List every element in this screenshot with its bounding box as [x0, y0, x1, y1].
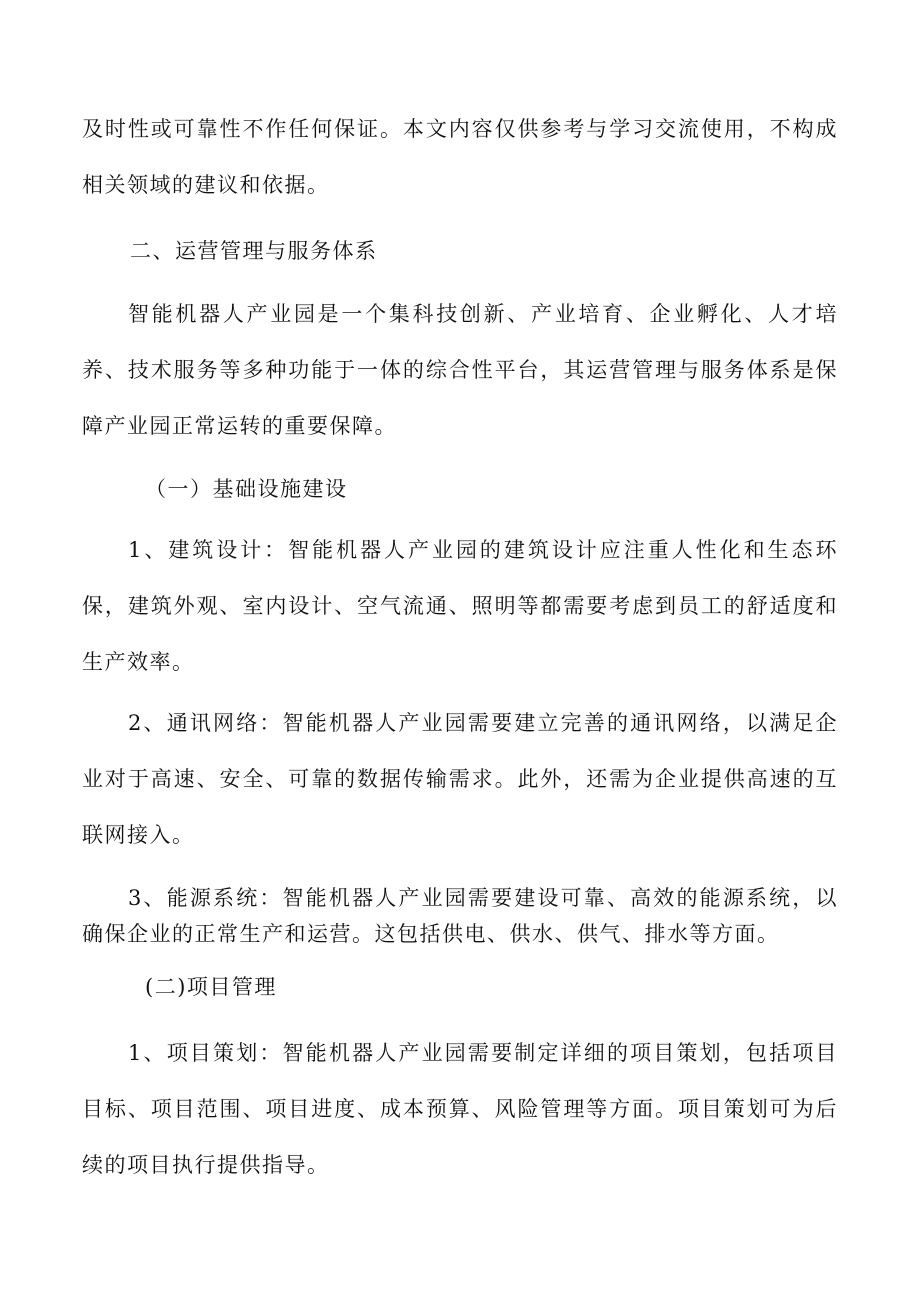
section-heading: 二、运营管理与服务体系 [130, 239, 378, 263]
section-intro-paragraph: 智能机器人产业园是一个集科技创新、产业培育、企业孵化、人才培养、技术服务等多种功能于一体的综合性平台，其运营管理与服务体系是保障产业园正常运转的重要保障。 [82, 302, 838, 438]
subsection-heading-project-management: (二)项目管理 [145, 975, 277, 999]
paragraph-communication-network: 2、通讯网络：智能机器人产业园需要建立完善的通讯网络，以满足企业对于高速、安全、可靠的数据传输需求。此外，还需为企业提供高速的互联网接入。 [82, 711, 838, 847]
intro-paragraph: 及时性或可靠性不作任何保证。本文内容仅供参考与学习交流使用，不构成相关领域的建议和依据。 [82, 117, 838, 197]
subsection-heading-infrastructure: （一）基础设施建设 [145, 477, 348, 501]
paragraph-architecture-design: 1、建筑设计：智能机器人产业园的建筑设计应注重人性化和生态环保，建筑外观、室内设计、空气流通、照明等都需要考虑到员工的舒适度和生产效率。 [82, 538, 838, 674]
paragraph-project-planning: 1、项目策划：智能机器人产业园需要制定详细的项目策划，包括项目目标、项目范围、项目进度、成本预算、风险管理等方面。项目策划可为后续的项目执行提供指导。 [82, 1041, 838, 1177]
paragraph-energy-system: 3、能源系统：智能机器人产业园需要建设可靠、高效的能源系统，以确保企业的正常生产和运营。这包括供电、供水、供气、排水等方面。 [82, 886, 838, 946]
